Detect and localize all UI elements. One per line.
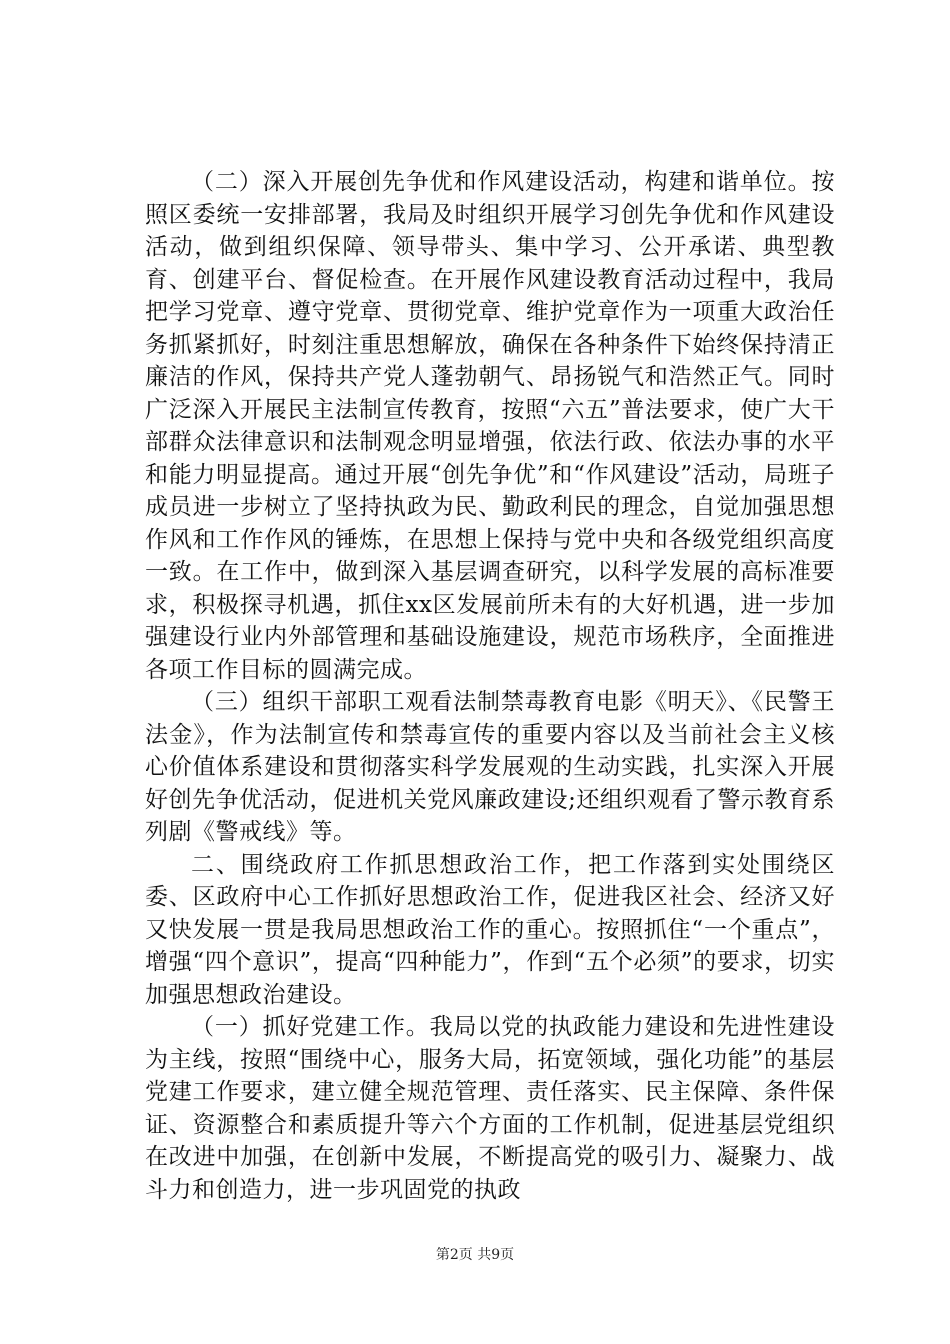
paragraph-anti-drug-films: （三）组织干部职工观看法制禁毒教育电影《明天》、《民警王法金》，作为法制宣传和禁毒宣传的重要内容以及当前社会主义核心价值体系建设和贯彻落实科学发展观的生动实践，扎实深入开展好创先争优活动，促进机关党风廉政建设;还组织观看了警示教育系列剧《警戒线》等。 xyxy=(145,689,835,845)
page-number-footer: 第2页 共9页 xyxy=(435,1247,515,1263)
paragraph-government-political-work: 二、围绕政府工作抓思想政治工作，把工作落到实处围绕区委、区政府中心工作抓好思想政治工作，促进我区社会、经济又好又快发展一贯是我局思想政治工作的重心。按照抓住“一个重点”，增强“四个意识”，提高“四种能力”，作到“五个必须”的要求，切实加强思想政治建设。 xyxy=(145,851,835,1008)
document-body xyxy=(145,166,835,1206)
paragraph-party-style-building: （二）深入开展创先争优和作风建设活动，构建和谐单位。按照区委统一安排部署，我局及时组织开展学习创先争优和作风建设活动，做到组织保障、领导带头、集中学习、公开承诺、典型教育、创建平台、督促检查。在开展作风建设教育活动过程中，我局把学习党章、遵守党章、贯彻党章、维护党章作为一项重大政治任务抓紧抓好，时刻注重思想解放，确保在各种条件下始终保持清正廉洁的作风，保持共产党人蓬勃朝气、昂扬锐气和浩然正气。同时广泛深入开展民主法制宣传教育，按照“六五”普法要求，使广大干部群众法律意识和法制观念明显增强，依法行政、依法办事的水平和能力明显提高。通过开展“创先争优”和“作风建设”活动，局班子成员进一步树立了坚持执政为民、勤政利民的理念，自觉加强思想作风和工作作风的锤炼，在思想上保持与党中央和各级党组织高度一致。在工作中，做到深入基层调查研究，以科学发展的高标准要求，积极探寻机遇，抓住xx区发展前所未有的大好机遇，进一步加强建设行业内外部管理和基础设施建设，规范市场秩序，全面推进各项工作目标的圆满完成。 xyxy=(145,169,835,683)
paragraph-party-building: （一）抓好党建工作。我局以党的执政能力建设和先进性建设为主线，按照“围绕中心，服务大局，拓宽领域，强化功能”的基层党建工作要求，建立健全规范管理、责任落实、民主保障、条件保证、资源整合和素质提升等六个方面的工作机制，促进基层党组织在改进中加强，在创新中发展，不断提高党的吸引力、凝聚力、战斗力和创造力，进一步巩固党的执政 xyxy=(145,1014,835,1203)
